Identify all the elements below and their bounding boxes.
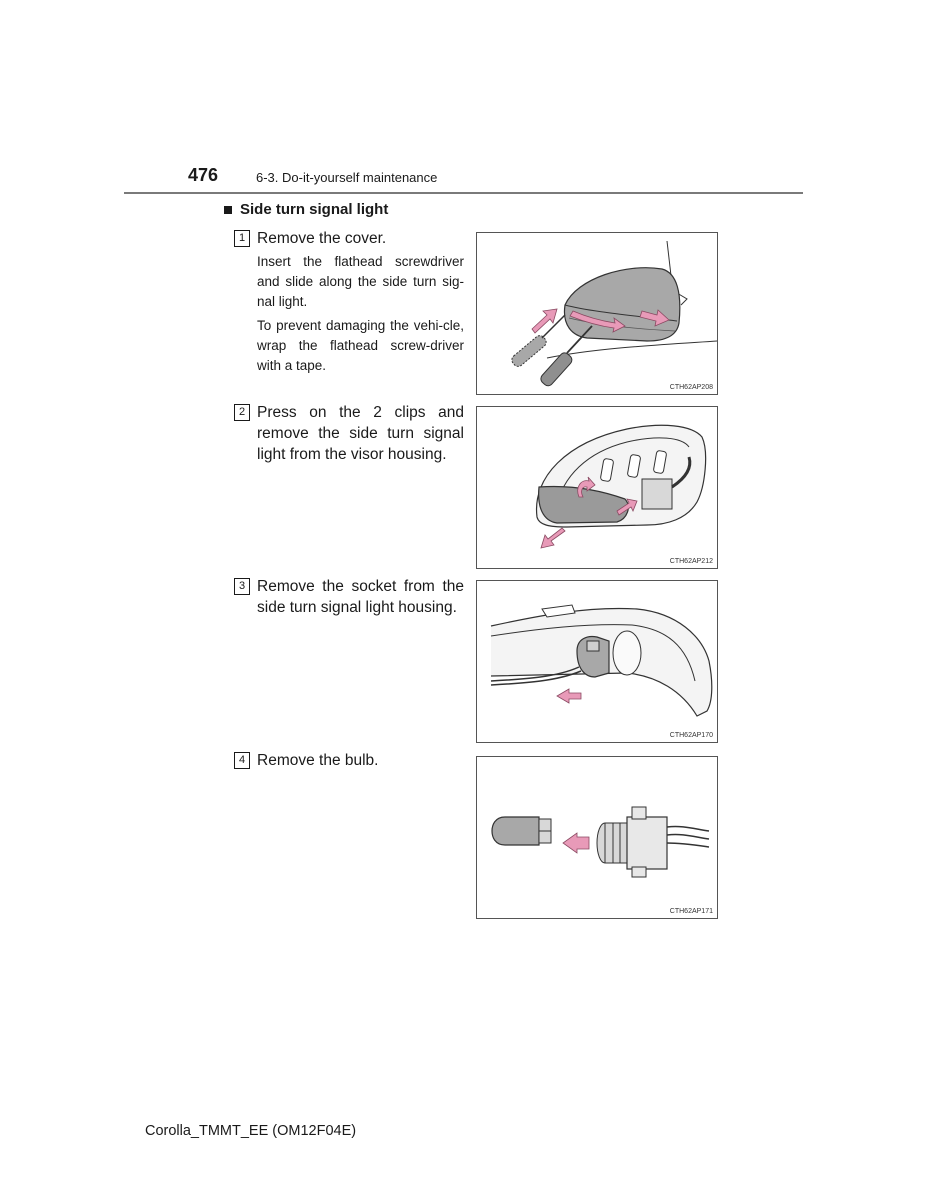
mirror-cover-illustration	[477, 233, 717, 394]
bulb-socket-illustration	[477, 757, 717, 918]
step-text: Remove the socket from the side turn signal light housing.	[257, 578, 464, 616]
figure-code: CTH62AP171	[669, 908, 713, 915]
visor-housing-illustration	[477, 407, 717, 568]
step-1	[234, 228, 464, 376]
remove-arrow-icon	[557, 689, 581, 703]
figure-press-clips	[476, 406, 718, 569]
figure-remove-bulb	[476, 756, 718, 919]
step-2	[234, 402, 464, 465]
section-title: 6-3. Do-it-yourself maintenance	[256, 170, 438, 185]
step-4	[234, 750, 464, 771]
figure-remove-cover	[476, 232, 718, 395]
step-text: Remove the cover.	[257, 230, 387, 247]
page-number: 476	[188, 165, 219, 185]
step-number: 4	[234, 752, 250, 769]
step-3	[234, 576, 464, 618]
footer-doc-id: Corolla_TMMT_EE (OM12F04E)	[145, 1123, 357, 1139]
step-number: 2	[234, 404, 250, 421]
figure-code: CTH62AP212	[669, 558, 713, 565]
figure-code: CTH62AP170	[669, 732, 713, 739]
header-rule	[124, 192, 803, 194]
screwdriver	[539, 326, 592, 388]
step-number: 3	[234, 578, 250, 595]
insert-arrow-icon	[532, 309, 557, 333]
step-text: Press on the 2 clips and remove the side turn signal light from the visor housing.	[257, 404, 464, 463]
step-number: 1	[234, 230, 250, 247]
step-note: Insert the flathead screwdriver and slide along the side turn sig-nal light.	[257, 254, 464, 309]
remove-arrow-icon	[541, 528, 565, 548]
socket-illustration	[597, 807, 709, 877]
subsection-heading	[224, 201, 388, 218]
figure-remove-socket	[476, 580, 718, 743]
remove-arrow-icon	[563, 833, 589, 853]
light-housing-illustration	[477, 581, 717, 742]
figure-code: CTH62AP208	[669, 384, 713, 391]
subsection-heading-text: Side turn signal light	[240, 201, 389, 218]
step-text: Remove the bulb.	[257, 752, 379, 769]
bulb-illustration	[492, 817, 551, 845]
step-note: To prevent damaging the vehi-cle, wrap the flathead screw-driver with a tape.	[257, 318, 464, 373]
square-bullet-icon	[224, 206, 232, 214]
